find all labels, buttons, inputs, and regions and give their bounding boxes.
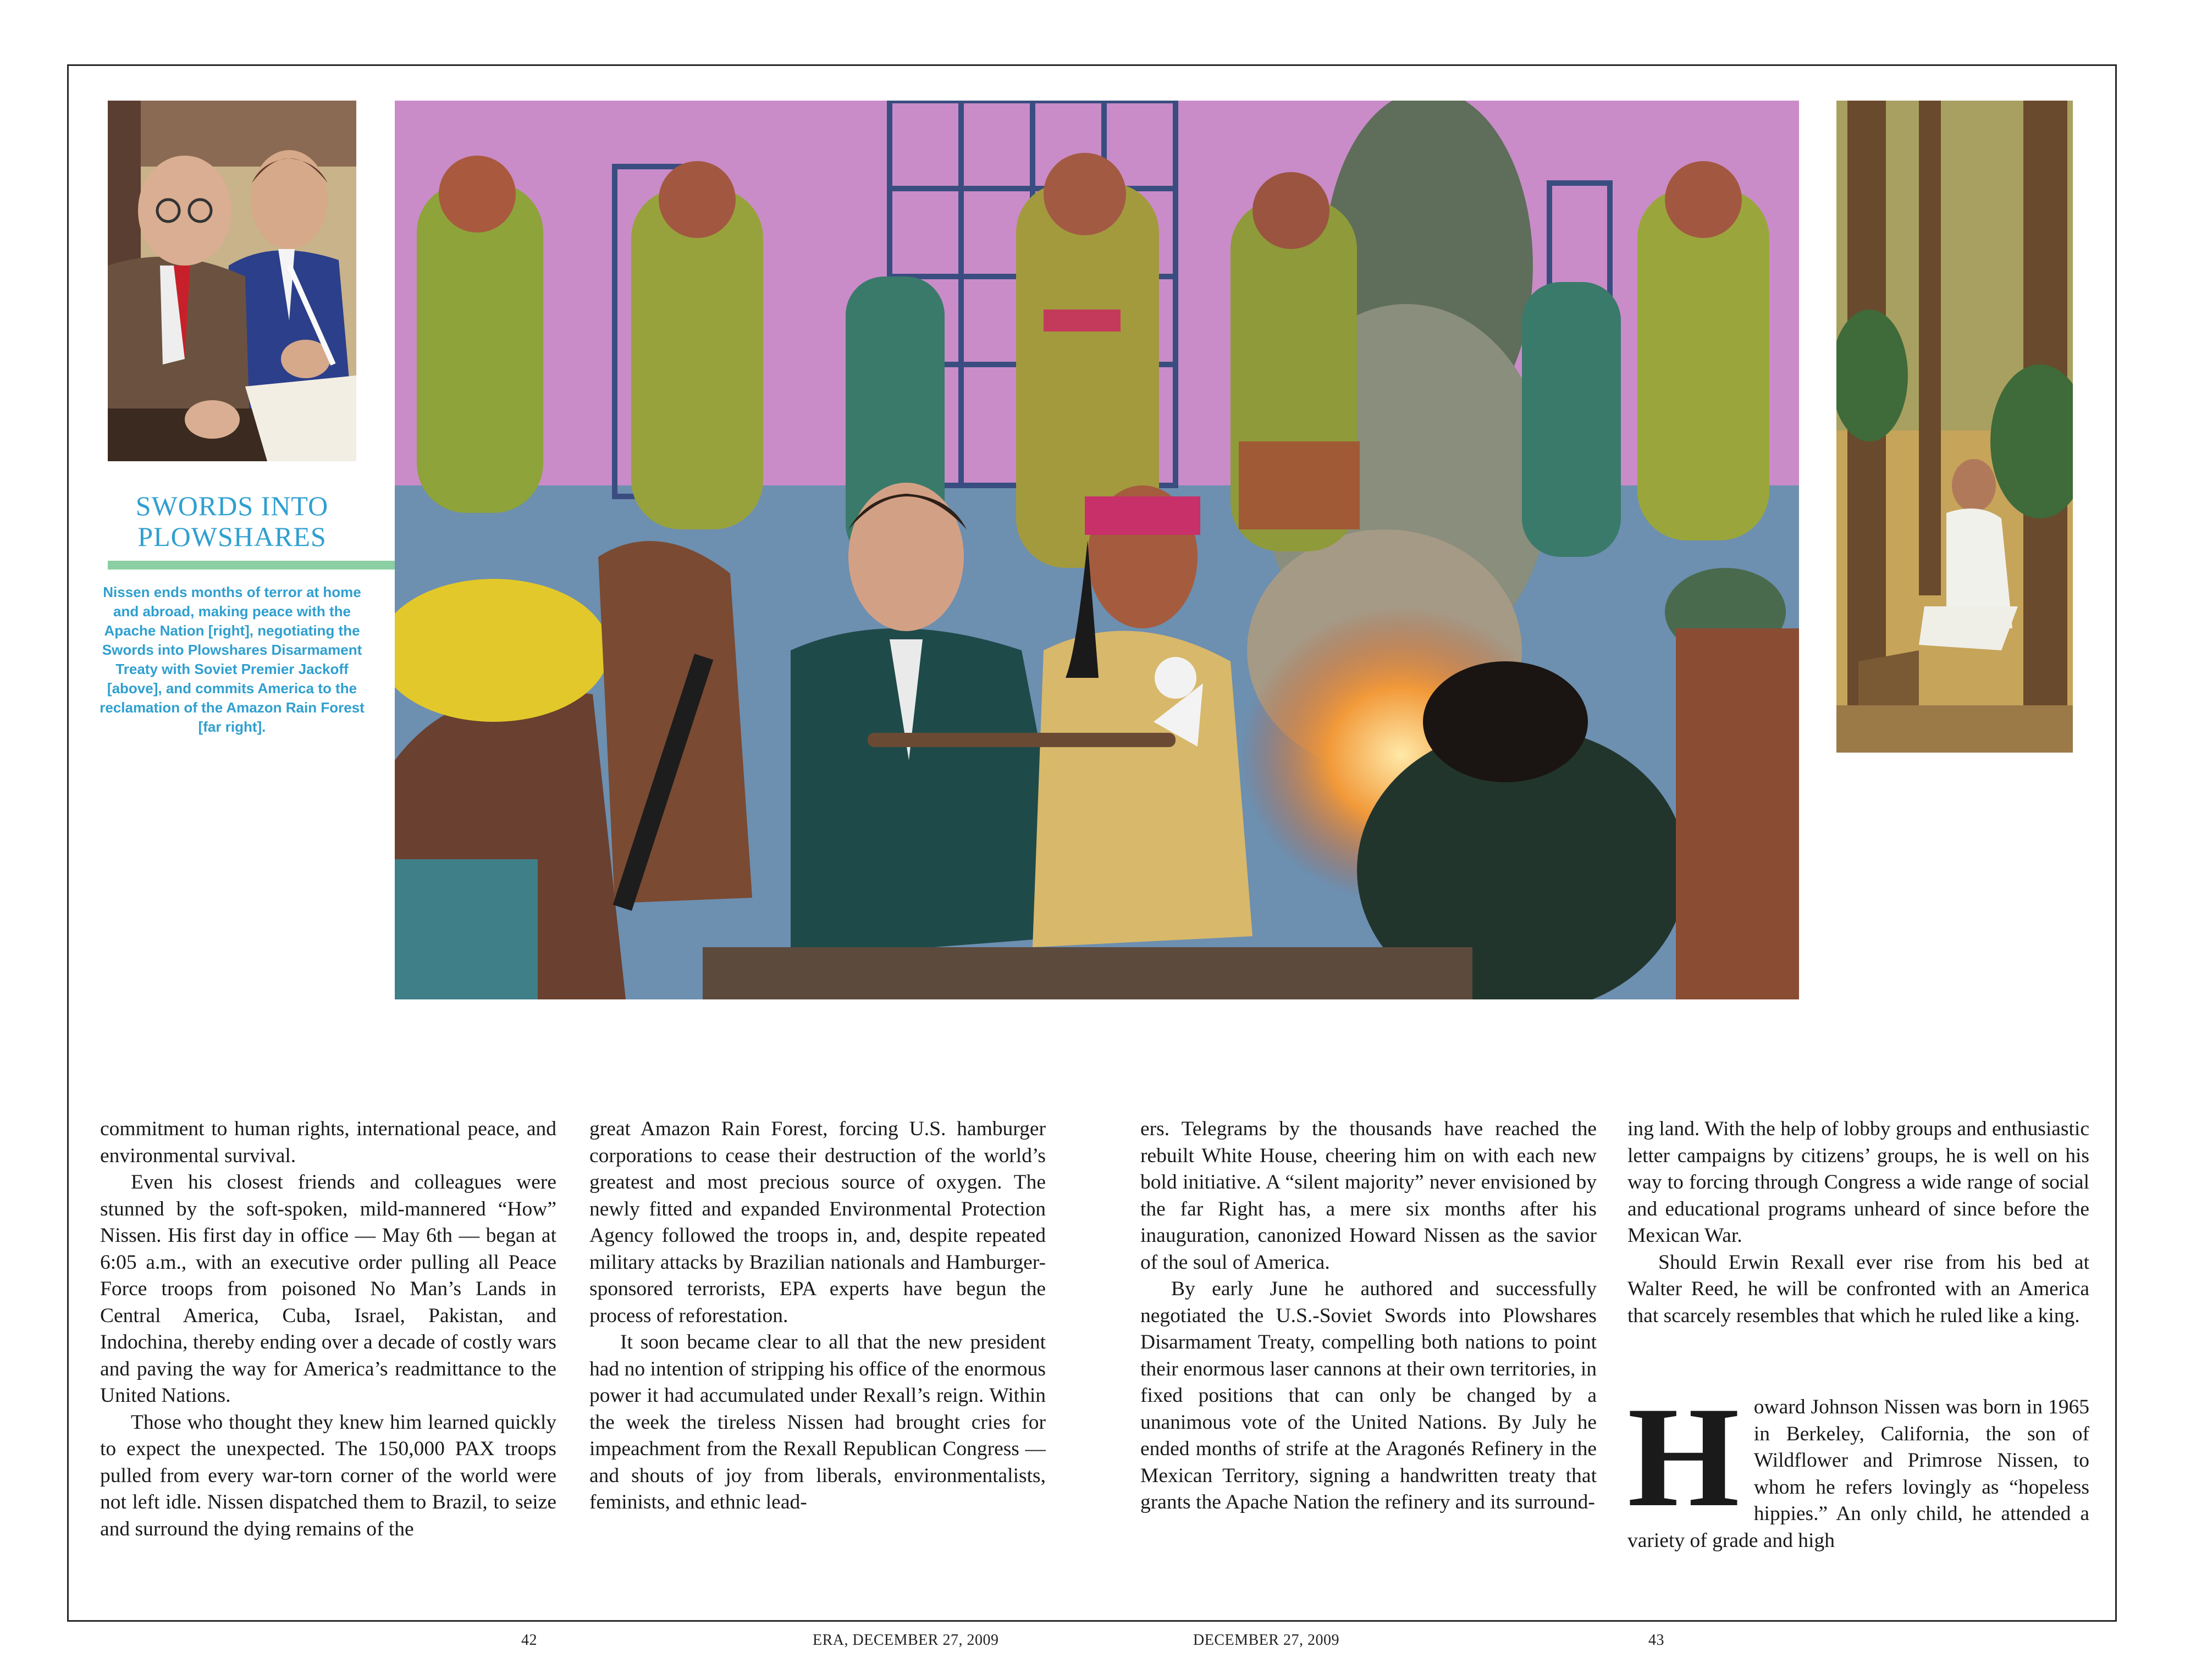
- paragraph: oward Johnson Nissen was born in 1965 in Berkeley, California, the son of Wildflower and Primrose Nissen, to whom he refers lovingly as “hopeless hippies.” An only child, he attended a variety of grade and high: [1627, 1396, 2089, 1552]
- treaty-signing-illustration: [108, 101, 356, 461]
- drop-cap-paragraph: [1627, 1377, 2089, 1554]
- paragraph: ing land. With the help of lobby groups and enthusiastic letter campaigns by citizens’ groups, he is well on his way to forcing through Congress a wide range of social and educational programs unheard of since before the Mexican War.: [1627, 1118, 2089, 1247]
- paragraph: Even his closest friends and colleagues were stunned by the soft-spoken, mild-mannered “How” Nissen. His first day in office — May 6th — began at 6:05 a.m., with an executive order pulling all Peace Force troops from poisoned No Man’s Lands in Central America, Cuba, Israel, Pakistan, and Indochina, thereby ending over a decade of costly wars and paving the way for America’s readmittance to the United Nations.: [100, 1171, 556, 1407]
- caption-body: Nissen ends months of terror at home and abroad, making peace with the Apache Nation [right], negotiating the Swords into Plowshares Disarmament Treaty with Soviet Premier Jackoff [above], and commits America to the reclamation of the Amazon Rain Forest [far right].: [100, 584, 365, 735]
- caption-title-line-2: PLOWSHARES: [137, 521, 327, 552]
- peace-pipe-scene-illustration: [395, 101, 1799, 999]
- article-column-1: [100, 1116, 556, 1589]
- page-number-left: 42: [521, 1632, 537, 1649]
- paragraph: Should Erwin Rexall ever rise from his bed at Walter Reed, he will be confronted with an America that scarcely resembles that which he ruled like a king.: [1627, 1251, 2089, 1327]
- article-column-2: [589, 1116, 1046, 1589]
- paragraph: Those who thought they knew him learned quickly to expect the unexpected. The 150,000 PAX troops pulled from every war-torn corner of the world were not left idle. Nissen dispatched them to Brazil, to seize and surround the dying remains of the: [100, 1411, 556, 1540]
- paragraph: ers. Telegrams by the thousands have reached the rebuilt White House, cheering him on with each new bold initiative. A “silent majority” never envisioned by the far Right has, a mere six months after his inauguration, canonized Howard Nissen as the savior of the soul of America.: [1140, 1118, 1597, 1274]
- paragraph: It soon became clear to all that the new president had no intention of stripping his office of the enormous power it had accumulated under Rexall’s reign. Within the week the tireless Nissen had brought cries for impeachment from the Rexall Republican Congress — and shouts of joy from liberals, environmentalists, feminists, and ethnic lead-: [589, 1331, 1046, 1513]
- running-footer-left: ERA, DECEMBER 27, 2009: [813, 1632, 999, 1649]
- article-column-4: [1627, 1116, 2089, 1589]
- article-column-3: [1140, 1116, 1597, 1589]
- running-footer-right: DECEMBER 27, 2009: [1193, 1632, 1339, 1649]
- rain-forest-illustration: [1836, 101, 2073, 753]
- paragraph: By early June he authored and successfully negotiated the U.S.-Soviet Swords into Plowshares Disarmament Treaty, compelling both nations to point their enormous laser cannons at their own territories, in fixed positions that can only be changed by a unanimous vote of the United Nations. By July he ended months of strife at the Aragonés Refinery in the Mexican Territory, signing a handwritten treaty that grants the Apache Nation the refinery and its surround-: [1140, 1278, 1597, 1513]
- paragraph: commitment to human rights, international peace, and environmental survival.: [100, 1118, 556, 1167]
- caption-title: [108, 490, 356, 552]
- drop-cap-letter: H: [1627, 1377, 1740, 1537]
- paragraph: great Amazon Rain Forest, forcing U.S. hamburger corporations to cease their destruction of the world’s greatest and most precious source of oxygen. The newly fitted and expanded Environmental Protection Agency followed the troops in, and, despite repeated military attacks by Brazilian nationals and Hamburger-sponsored terrorists, EPA experts have begun the process of reforestation.: [589, 1118, 1046, 1327]
- page-number-right: 43: [1648, 1632, 1664, 1649]
- caption-title-line-1: SWORDS INTO: [135, 490, 329, 521]
- caption-divider: [108, 561, 395, 570]
